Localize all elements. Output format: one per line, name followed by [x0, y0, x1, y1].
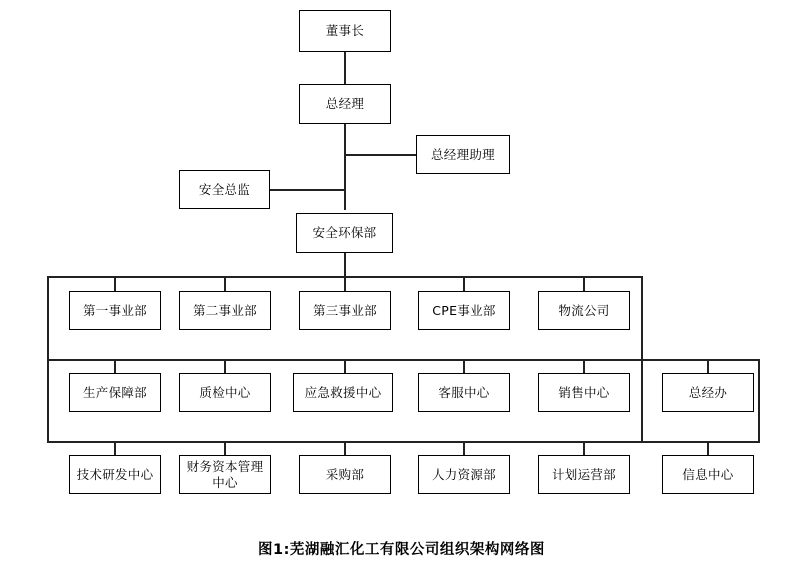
- drop-n10: [583, 276, 585, 291]
- node-gm-office[interactable]: 总经办: [662, 373, 754, 412]
- node-division-3[interactable]: 第三事业部: [299, 291, 391, 330]
- node-gm-assistant[interactable]: 总经理助理: [416, 135, 510, 174]
- node-division-cpe[interactable]: CPE事业部: [418, 291, 510, 330]
- connector-sephd-down: [344, 253, 346, 276]
- figure-caption: 图1:芜湖融汇化工有限公司组织架构网络图: [258, 542, 545, 558]
- node-finance-capital-center[interactable]: 财务资本管理中心: [179, 455, 271, 494]
- drop-n9: [463, 276, 465, 291]
- drop-n16: [707, 359, 709, 373]
- node-customer-service-center[interactable]: 客服中心: [418, 373, 510, 412]
- node-purchasing-dept[interactable]: 采购部: [299, 455, 391, 494]
- drop-n14: [463, 359, 465, 373]
- node-safety-director[interactable]: 安全总监: [179, 170, 270, 209]
- node-division-1[interactable]: 第一事业部: [69, 291, 161, 330]
- drop-n15: [583, 359, 585, 373]
- drop-n22: [707, 441, 709, 455]
- drop-n13: [344, 359, 346, 373]
- node-information-center[interactable]: 信息中心: [662, 455, 754, 494]
- node-quality-center[interactable]: 质检中心: [179, 373, 271, 412]
- node-sales-center[interactable]: 销售中心: [538, 373, 630, 412]
- drop-n6b: [114, 276, 116, 291]
- drop-n8: [344, 276, 346, 291]
- rail-right-5: [758, 359, 760, 441]
- node-chairman[interactable]: 董事长: [299, 10, 391, 52]
- node-hr-dept[interactable]: 人力资源部: [418, 455, 510, 494]
- node-planning-operations-dept[interactable]: 计划运营部: [538, 455, 630, 494]
- drop-n19: [344, 441, 346, 455]
- node-production-support[interactable]: 生产保障部: [69, 373, 161, 412]
- connector-gm-assistant: [344, 154, 416, 156]
- connector-gm-safety-director: [270, 189, 346, 191]
- drop-n17: [114, 441, 116, 455]
- connector-gm-spine: [344, 124, 346, 210]
- drop-n7: [224, 276, 226, 291]
- drop-n18: [224, 441, 226, 455]
- bus-level-5: [47, 359, 760, 361]
- node-general-manager[interactable]: 总经理: [299, 84, 391, 124]
- drop-n20: [463, 441, 465, 455]
- node-emergency-rescue-center[interactable]: 应急救援中心: [293, 373, 393, 412]
- drop-n21: [583, 441, 585, 455]
- node-division-2[interactable]: 第二事业部: [179, 291, 271, 330]
- node-rnd-center[interactable]: 技术研发中心: [69, 455, 161, 494]
- node-logistics-company[interactable]: 物流公司: [538, 291, 630, 330]
- connector-chairman-gm: [344, 52, 346, 84]
- drop-n11: [114, 359, 116, 373]
- bus-level-6: [47, 441, 760, 443]
- node-safety-env-dept[interactable]: 安全环保部: [296, 213, 393, 253]
- drop-n12: [224, 359, 226, 373]
